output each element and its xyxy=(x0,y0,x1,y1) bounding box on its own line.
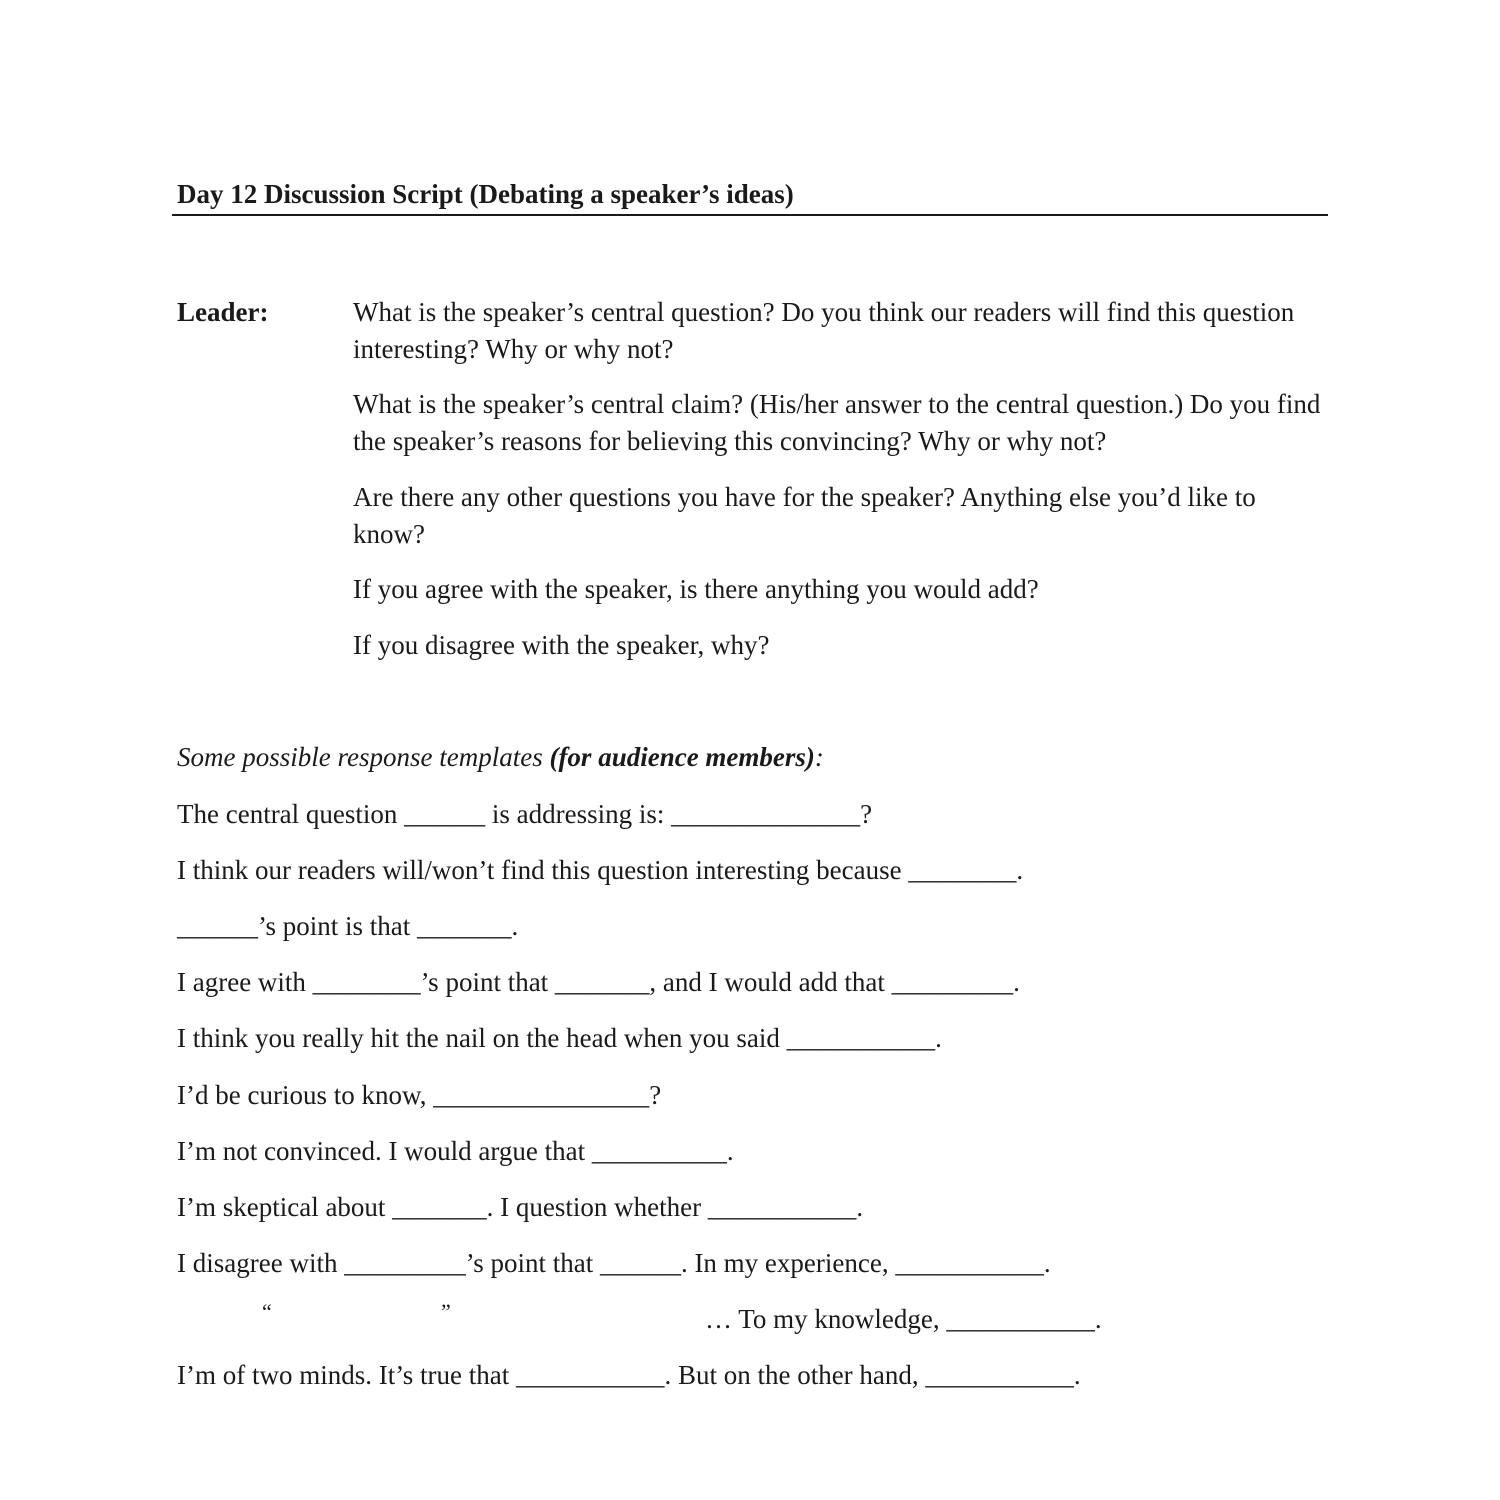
close-quote-mark: ” xyxy=(441,1299,451,1324)
leader-question-2: What is the speaker’s central claim? (His/her answer to the central question.) Do you find the speaker’s reasons for believing this convincing? Why or why not? xyxy=(353,389,1321,456)
open-quote-mark: “ xyxy=(262,1299,272,1324)
leader-question-4: If you agree with the speaker, is there anything you would add? xyxy=(353,574,1039,604)
template-line-3: ______’s point is that _______. xyxy=(177,911,519,941)
template-line-7: I’m not convinced. I would argue that __________. xyxy=(177,1136,734,1166)
templates-intro-italic: Some possible response templates xyxy=(177,742,550,772)
template-line-8: I’m skeptical about _______. I question whether ___________. xyxy=(177,1192,864,1222)
template-line-5: I think you really hit the nail on the head when you said ___________. xyxy=(177,1023,942,1053)
template-line-6: I’d be curious to know, ________________? xyxy=(177,1080,662,1110)
title-underline xyxy=(172,214,1328,216)
template-line-10: I’m of two minds. It’s true that ___________. But on the other hand, ___________. xyxy=(177,1360,1081,1390)
leader-label: Leader: xyxy=(177,297,269,327)
template-line-2: I think our readers will/won’t find this question interesting because ________. xyxy=(177,855,1024,885)
leader-question-5: If you disagree with the speaker, why? xyxy=(353,630,770,660)
page-title: Day 12 Discussion Script (Debating a speaker’s ideas) xyxy=(177,179,794,209)
templates-intro-end: : xyxy=(814,742,824,772)
leader-question-1: What is the speaker’s central question? Do you think our readers will find this question interesting? Why or why not? xyxy=(353,297,1295,364)
templates-intro xyxy=(177,739,824,775)
template-line-9-continuation: … To my knowledge, ___________. xyxy=(705,1304,1102,1334)
template-line-4: I agree with ________’s point that _______, and I would add that _________. xyxy=(177,967,1020,997)
templates-intro-bold: (for audience members) xyxy=(549,742,815,772)
leader-question-3: Are there any other questions you have for the speaker? Anything else you’d like to know? xyxy=(353,482,1256,549)
template-line-1: The central question ______ is addressing is: ______________? xyxy=(177,799,873,829)
template-line-9: I disagree with _________’s point that ______. In my experience, ___________. xyxy=(177,1248,1051,1278)
